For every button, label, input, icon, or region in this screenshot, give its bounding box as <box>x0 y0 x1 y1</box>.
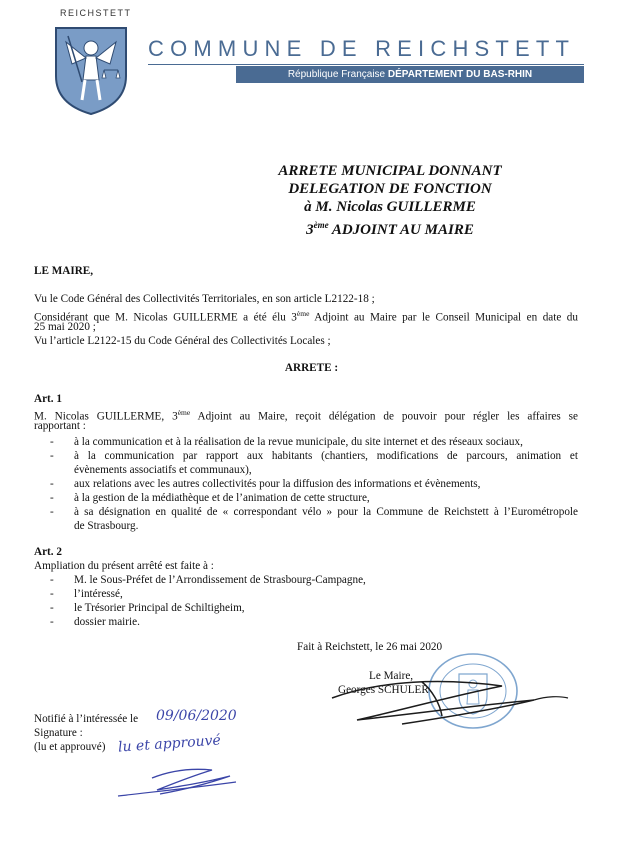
mayor-signature-icon <box>272 660 572 730</box>
visa-3: Vu l’article L2122-15 du Code Général des Collectivités Locales ; <box>34 335 331 347</box>
art2-heading: Art. 2 <box>34 546 62 558</box>
letterhead-town-small: REICHSTETT <box>60 8 132 18</box>
arrete-heading: ARRETE : <box>284 362 339 374</box>
coat-of-arms-icon <box>52 24 130 116</box>
art2-item-2: l’intéressé, <box>74 588 123 600</box>
visa-2-part2: Adjoint au Maire par le Conseil Municipal en date du <box>309 311 578 324</box>
title-line-2: DELEGATION DE FONCTION <box>288 181 492 197</box>
letterhead-rule <box>148 64 584 65</box>
art1-item-1: à la communication et à la réalisation de la revue municipale, du site internet et des réseaux sociaux, <box>74 436 523 448</box>
art2-intro: Ampliation du présent arrêté est faite à : <box>34 560 214 572</box>
art1-intro-part1: M. Nicolas GUILLERME, 3 <box>34 410 178 423</box>
list-dash: - <box>50 436 54 448</box>
title-line-4-text: ADJOINT AU MAIRE <box>328 222 474 238</box>
art1-item-5-cont: de Strasbourg. <box>74 520 139 532</box>
title-line-1: ARRETE MUNICIPAL DONNANT <box>278 163 502 179</box>
art1-heading: Art. 1 <box>34 393 62 405</box>
letterhead-band <box>236 66 584 83</box>
list-dash: - <box>50 602 54 614</box>
art1-item-2-cont: évènements associatifs et communaux), <box>74 464 252 476</box>
commune-title: COMMUNE DE REICHSTETT <box>148 36 576 61</box>
notification-label: Notifié à l’intéressée le <box>34 713 139 725</box>
title-line-4-sup: ème <box>313 220 329 230</box>
signatory-role: Le Maire, <box>369 670 414 682</box>
band-republique: République Française <box>287 69 386 80</box>
art1-intro-part2: Adjoint au Maire, reçoit délégation de pouvoir pour régler les affaires se <box>190 410 578 423</box>
art1-intro-sup: ème <box>177 408 191 417</box>
art1-item-4: à la gestion de la médiathèque et de l’animation de cette structure, <box>74 492 370 504</box>
visa-2-sup: ème <box>296 309 310 318</box>
handwritten-approval: lu et approuvé <box>117 732 222 756</box>
signatory-name: Georges SCHULER <box>338 684 429 696</box>
intern-signature-icon <box>112 752 242 802</box>
band-departement: DÉPARTEMENT DU BAS-RHIN <box>387 69 533 80</box>
list-dash: - <box>50 478 54 490</box>
art2-item-3: le Trésorier Principal de Schiltigheim, <box>74 602 245 614</box>
notification-date-handwritten: 09/06/2020 <box>156 708 237 724</box>
art2-item-4: dossier mairie. <box>74 616 140 628</box>
place-date: Fait à Reichstett, le 26 mai 2020 <box>297 641 443 653</box>
art1-item-3: aux relations avec les autres collectivités pour la diffusion des informations et évènements, <box>74 478 481 490</box>
title-line-4-num: 3 <box>306 222 314 238</box>
list-dash: - <box>50 588 54 600</box>
approved-label: (lu et approuvé) <box>34 741 106 753</box>
title-line-3: à M. Nicolas GUILLERME <box>304 199 476 215</box>
list-dash: - <box>50 492 54 504</box>
visa-1: Vu le Code Général des Collectivités Territoriales, en son article L2122-18 ; <box>34 293 375 305</box>
visa-2-cont: 25 mai 2020 ; <box>34 321 96 333</box>
art1-item-2: à la communication par rapport aux habitants (chantiers, modifications de parcours, animation et <box>74 450 578 462</box>
le-maire-heading: LE MAIRE, <box>34 265 94 277</box>
list-dash: - <box>50 574 54 586</box>
art1-item-5: à sa désignation en qualité de « correspondant vélo » pour la Commune de Reichstett à l’Eurométropole <box>74 506 578 518</box>
signature-label: Signature : <box>34 727 83 739</box>
art1-intro-cont: rapportant : <box>34 420 86 432</box>
visa-2-part1: Considérant que M. Nicolas GUILLERME a été élu 3 <box>34 311 297 324</box>
title-line-4 <box>190 216 590 239</box>
art1-intro <box>34 406 578 424</box>
list-dash: - <box>50 506 54 518</box>
art2-item-1: M. le Sous-Préfet de l’Arrondissement de Strasbourg-Campagne, <box>74 574 366 586</box>
list-dash: - <box>50 616 54 628</box>
list-dash: - <box>50 450 54 462</box>
visa-2 <box>34 307 578 325</box>
